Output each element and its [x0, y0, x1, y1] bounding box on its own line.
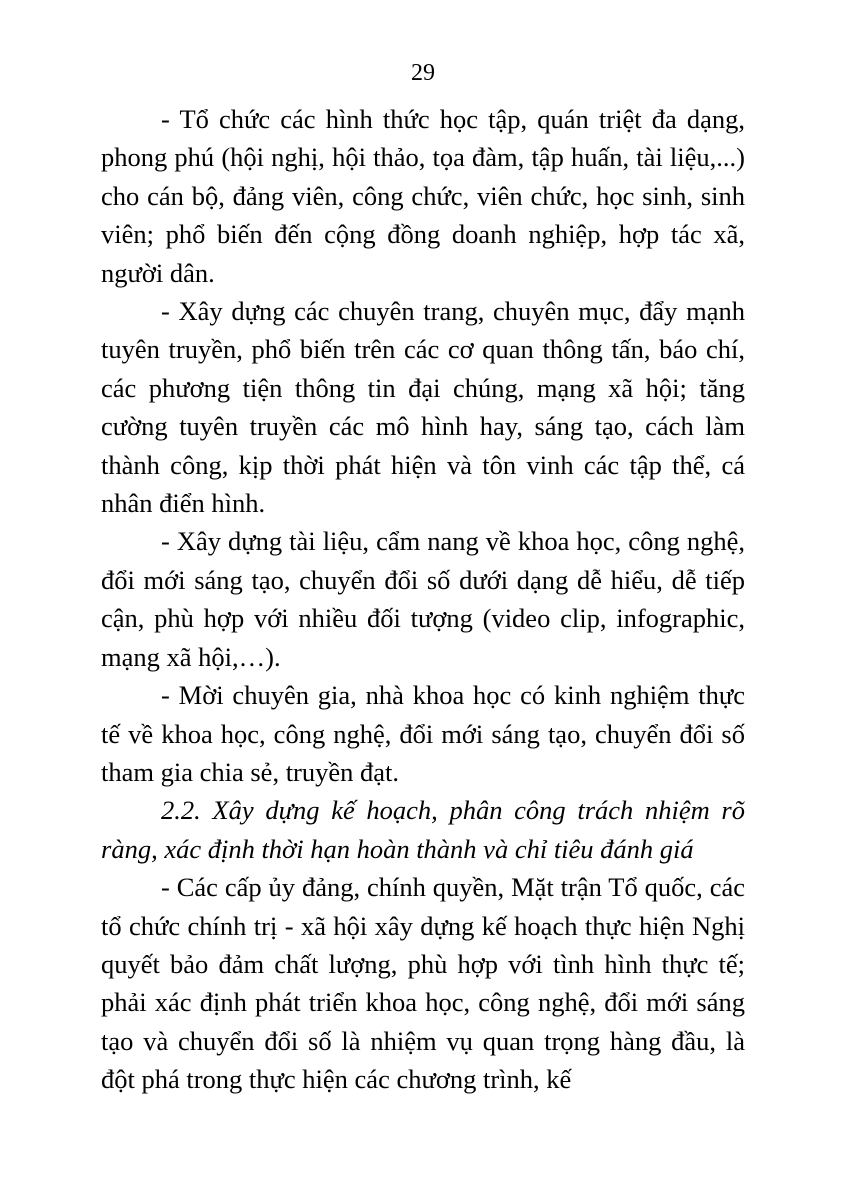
- paragraph-handbook: - Xây dựng tài liệu, cẩm nang về khoa học, công nghệ, đổi mới sáng tạo, chuyển đổi số dưới dạng dễ hiểu, dễ tiếp cận, phù hợp với nhiều đối tượng (video clip, infographic, mạng xã hội,…).: [101, 526, 745, 672]
- paragraph-party-committees: - Các cấp ủy đảng, chính quyền, Mặt trận Tổ quốc, các tổ chức chính trị - xã hội xây dựng kế hoạch thực hiện Nghị quyết bảo đảm chất lượng, phù hợp với tình hình thực tế; phải xác định phát triển khoa học, công nghệ, đổi mới sáng tạo và chuyển đổi số là nhiệm vụ quan trọng hàng đầu, là đột phá trong thực hiện các chương trình, kế: [101, 872, 745, 1095]
- page-number: 29: [411, 60, 435, 86]
- paragraph-media-propaganda: - Xây dựng các chuyên trang, chuyên mục, đẩy mạnh tuyên truyền, phổ biến trên các cơ quan thông tấn, báo chí, các phương tiện thông tin đại chúng, mạng xã hội; tăng cường tuyên truyền các mô hình hay, sáng tạo, cách làm thành công, kịp thời phát hiện và tôn vinh các tập thể, cá nhân điển hình.: [101, 296, 745, 519]
- section-heading: 2.2. Xây dựng kế hoạch, phân công trách nhiệm rõ ràng, xác định thời hạn hoàn thành và chỉ tiêu đánh giá: [101, 795, 745, 864]
- paragraph-study-forms: - Tổ chức các hình thức học tập, quán triệt đa dạng, phong phú (hội nghị, hội thảo, tọa đàm, tập huấn, tài liệu,...) cho cán bộ, đảng viên, công chức, viên chức, học sinh, sinh viên; phổ biến đến cộng đồng doanh nghiệp, hợp tác xã, người dân.: [101, 104, 745, 288]
- paragraph-experts: - Mời chuyên gia, nhà khoa học có kinh nghiệm thực tế về khoa học, công nghệ, đổi mới sáng tạo, chuyển đổi số tham gia chia sẻ, truyền đạt.: [101, 680, 745, 787]
- document-body: [101, 100, 745, 1099]
- document-page: [101, 0, 745, 1200]
